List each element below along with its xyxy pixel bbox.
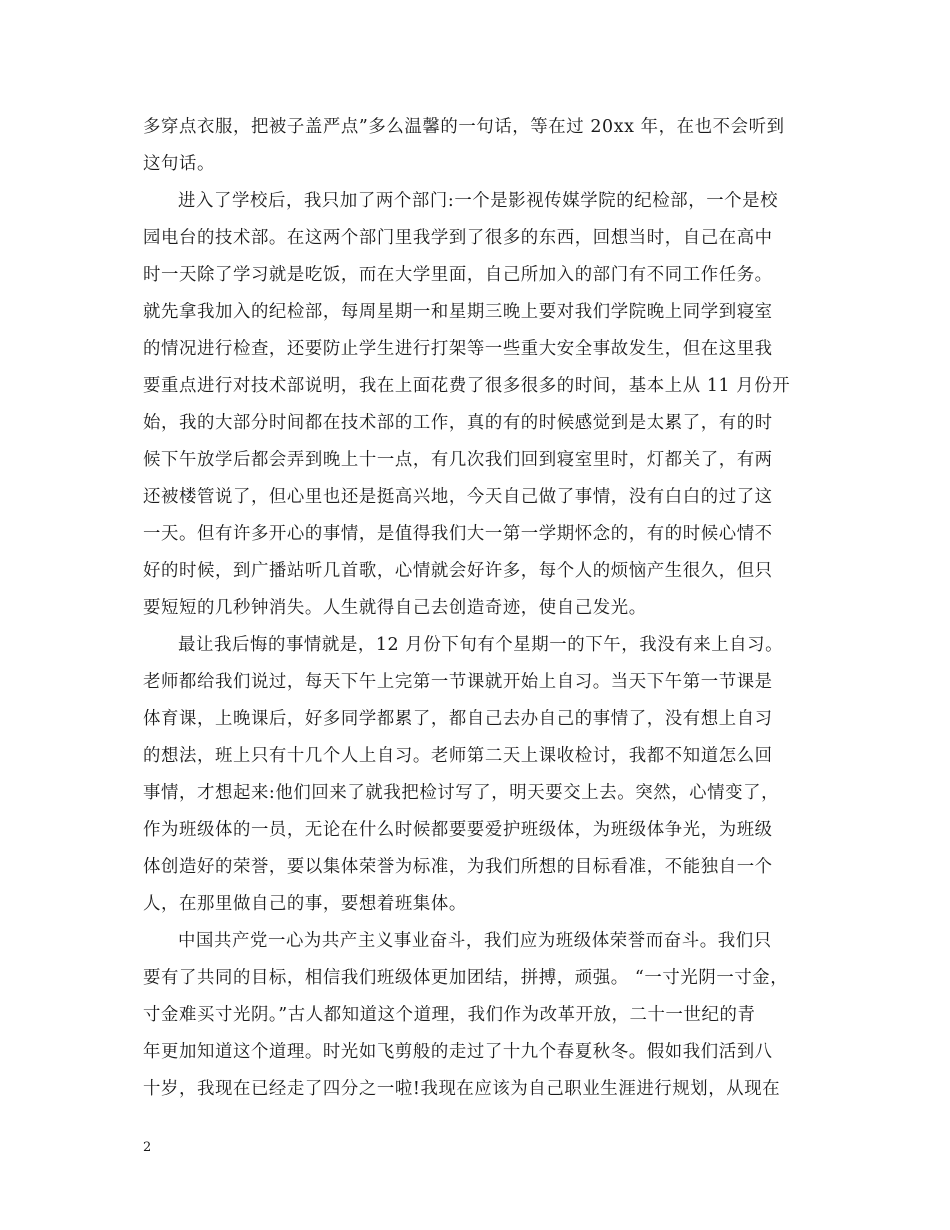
text-line: 的情况进行检查，还要防止学生进行打架等一些重大安全事故发生，但在这里我 bbox=[143, 339, 773, 359]
text-line: 人，在那里做自己的事，要想着班集体。 bbox=[143, 894, 467, 914]
text-line: 候下午放学后都会弄到晚上十一点，有几次我们回到寝室里时，灯都关了，有两 bbox=[143, 450, 773, 470]
text-line: 体创造好的荣誉，要以集体荣誉为标准，为我们所想的目标看准，不能独自一个 bbox=[143, 857, 773, 877]
text-line: 十岁，我现在已经走了四分之一啦!我现在应该为自己职业生涯进行规划，从现在 bbox=[143, 1079, 781, 1099]
text-line: 寸金难买寸光阴。”古人都知道这个道理，我们作为改革开放，二十一世纪的青 bbox=[143, 1005, 756, 1025]
text-line: 要重点进行对技术部说明，我在上面花费了很多很多的时间，基本上从 11 月份开 bbox=[143, 376, 791, 396]
text-line: 事情，才想起来:他们回来了就我把检讨写了，明天要交上去。突然，心情变了， bbox=[143, 783, 780, 803]
text-line: 时一天除了学习就是吃饭，而在大学里面，自己所加入的部门有不同工作任务。 bbox=[143, 265, 773, 285]
paragraph-start: 中国共产党一心为共产主义事业奋斗，我们应为班级体荣誉而奋斗。我们只 bbox=[178, 931, 772, 951]
text-line: 好的时候，到广播站听几首歌，心情就会好许多，每个人的烦恼产生很久，但只 bbox=[143, 561, 773, 581]
paragraph-start: 最让我后悔的事情就是，12 月份下旬有个星期一的下午，我没有来上自习。 bbox=[178, 635, 784, 655]
text-line: 要短短的几秒钟消失。人生就得自己去创造奇迹，使自己发光。 bbox=[143, 598, 647, 618]
text-line: 一天。但有许多开心的事情，是值得我们大一第一学期怀念的，有的时候心情不 bbox=[143, 524, 773, 544]
page-number: 2 bbox=[143, 1140, 152, 1155]
text-line: 老师都给我们说过，每天下午上完第一节课就开始上自习。当天下午第一节课是 bbox=[143, 672, 773, 692]
text-line: 作为班级体的一员，无论在什么时候都要要爱护班级体，为班级体争光，为班级 bbox=[143, 820, 773, 840]
text-line: 这句话。 bbox=[143, 154, 215, 174]
text-line: 就先拿我加入的纪检部，每周星期一和星期三晚上要对我们学院晚上同学到寝室 bbox=[143, 302, 773, 322]
paragraph-start: 进入了学校后，我只加了两个部门:一个是影视传媒学院的纪检部，一个是校 bbox=[178, 191, 779, 211]
text-line: 要有了共同的目标，相信我们班级体更加团结，拼搏，顽强。 “一寸光阴一寸金， bbox=[143, 968, 789, 988]
text-line: 园电台的技术部。在这两个部门里我学到了很多的东西，回想当时，自己在高中 bbox=[143, 228, 773, 248]
text-line: 还被楼管说了，但心里也还是挺高兴地，今天自己做了事情，没有白白的过了这 bbox=[143, 487, 773, 507]
text-line: 的想法，班上只有十几个人上自习。老师第二天上课收检讨，我都不知道怎么回 bbox=[143, 746, 773, 766]
text-line: 体育课，上晚课后，好多同学都累了，都自己去办自己的事情了，没有想上自习 bbox=[143, 709, 773, 729]
text-line: 年更加知道这个道理。时光如飞剪般的走过了十九个春夏秋冬。假如我们活到八 bbox=[143, 1042, 773, 1062]
text-line: 始，我的大部分时间都在技术部的工作，真的有的时候感觉到是太累了，有的时 bbox=[143, 413, 773, 433]
text-line: 多穿点衣服，把被子盖严点”多么温馨的一句话，等在过 20xx 年，在也不会听到 bbox=[143, 117, 785, 137]
